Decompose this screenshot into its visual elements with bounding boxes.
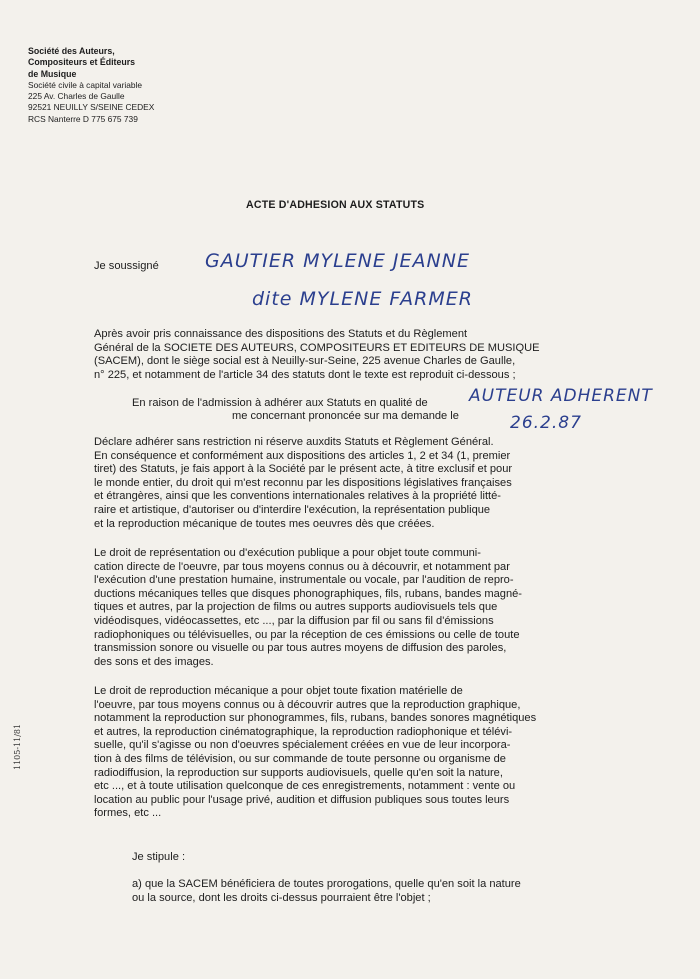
je-stipule-label: Je stipule : bbox=[132, 851, 186, 863]
form-code: 1105-11/81 bbox=[13, 723, 22, 770]
handwritten-name-line-1: GAUTIER MYLENE JEANNE bbox=[205, 250, 470, 272]
handwritten-name-line-2: dite MYLENE FARMER bbox=[252, 288, 473, 310]
paragraph-4: Le droit de représentation ou d'exécution publique a pour objet toute communi- cation directe de l'oeuvre, par tous moyens connus ou à découvrir, et notamment par l'exécution d'une prestation humaine, instrumentale ou vocale, par l'audition de repro- ductions mécaniques telles que disques phonographiques, fils, rubans, bandes magné- tiques et autres, par la projection de films ou autres supports audiovisuels tels que vidéodisques, vidéocassettes, etc ..., par la diffusion par fil ou sans fil d'émissions radiophoniques ou télévisuelles, ou par la réception de ces émissions ou celle de toute transmission sonore ou visuelle ou par tous autres moyens de diffusion des paroles, des sons et des images. bbox=[94, 547, 523, 668]
admission-date-clause: me concernant prononcée sur ma demande le bbox=[232, 410, 459, 422]
letterhead bbox=[28, 46, 154, 125]
org-info-line-2: 225 Av. Charles de Gaulle bbox=[28, 91, 125, 102]
stipulation-a: a) que la SACEM bénéficiera de toutes prorogations, quelle qu'en soit la nature ou la source, dont les droits ci-dessus pourraient être l'objet ; bbox=[132, 878, 521, 904]
org-name-line-1: Société des Auteurs, bbox=[28, 46, 115, 56]
soussigne-label: Je soussigné bbox=[94, 260, 159, 272]
handwritten-quality: AUTEUR ADHERENT bbox=[469, 386, 653, 406]
paragraph-5: Le droit de reproduction mécanique a pour objet toute fixation matérielle de l'oeuvre, par tous moyens connus ou à découvrir autres que la reproduction graphique, notamment la reproduction sur phonogrammes, fils, rubans, bandes sonores magnétiques et autres, la reproduction cinématographique, la reproduction radiophonique et télévi- suelle, qu'il s'agisse ou non d'oeuvres spécialement créées en vue de leur incorpora- tion à des films de télévision, ou sur commande de toute personne ou organisme de radiodiffusion, la reproduction sur supports audiovisuels, quelle qu'en soit la nature, etc ..., et à toute utilisation quelconque de ces enregistrements, notamment : vente ou location au public pour l'usage privé, audition et diffusion publiques sous toutes leurs formes, etc ... bbox=[94, 685, 537, 820]
document-title: ACTE D'ADHESION AUX STATUTS bbox=[246, 199, 425, 211]
admission-clause: En raison de l'admission à adhérer aux Statuts en qualité de bbox=[132, 397, 428, 409]
paragraph-1: Après avoir pris connaissance des dispositions des Statuts et du Règlement Général de la SOCIETE DES AUTEURS, COMPOSITEURS ET EDITEURS DE MUSIQUE (SACEM), dont le siège social est à Neuilly-sur-Seine, 225 avenue Charles de Gaulle, n° 225, et notamment de l'article 34 des statuts dont le texte est reproduit ci-dessous ; bbox=[94, 328, 540, 381]
handwritten-date: 26.2.87 bbox=[510, 413, 582, 433]
org-info-line-3: 92521 NEUILLY S/SEINE CEDEX bbox=[28, 102, 155, 113]
paragraph-3: Déclare adhérer sans restriction ni réserve auxdits Statuts et Règlement Général. En conséquence et conformément aux dispositions des articles 1, 2 et 34 (1, premier tiret) des Statuts, je fais apport à la Société par le présent acte, à titre exclusif et pour le monde entier, du droit qui m'est reconnu par les dispositions législatives françaises et étrangères, ainsi que les conventions internationales relatives à la propriété litté- raire et artistique, d'autoriser ou d'interdire l'exécution, la représentation publique et la reproduction mécanique de toutes mes oeuvres dès que créées. bbox=[94, 436, 513, 530]
org-info-line-4: RCS Nanterre D 775 675 739 bbox=[28, 113, 138, 124]
org-name-line-2: Compositeurs et Éditeurs bbox=[28, 57, 136, 68]
org-info-line-1: Société civile à capital variable bbox=[28, 79, 143, 90]
org-name-line-3: de Musique bbox=[28, 68, 77, 79]
